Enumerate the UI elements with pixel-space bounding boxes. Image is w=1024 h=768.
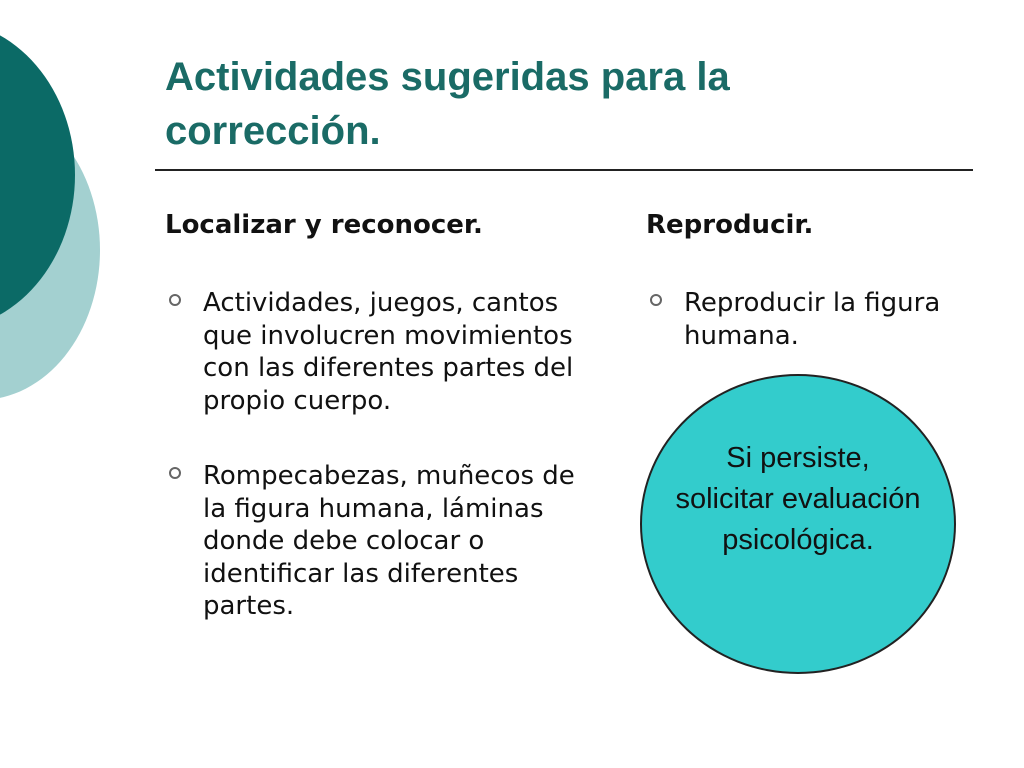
slide-title: Actividades sugeridas para la corrección. — [165, 55, 730, 153]
callout-text: Si persiste, solicitar evaluación psicológica. — [675, 441, 921, 556]
bullet-icon — [650, 287, 666, 315]
list-item-text: Actividades, juegos, cantos que involucren movimientos con las diferentes partes del propio cuerpo. — [203, 288, 574, 416]
bullet-icon — [169, 287, 185, 315]
bullet-icon — [169, 460, 185, 488]
list-item-text: Rompecabezas, muñecos de la figura humana, láminas donde debe colocar o identificar las diferentes partes. — [203, 461, 575, 621]
title-divider — [155, 169, 973, 171]
list-item-text: Reproducir la figura humana. — [684, 288, 941, 351]
left-column-heading: Localizar y reconocer. — [165, 210, 483, 240]
list-item — [646, 287, 946, 352]
right-column-heading: Reproducir. — [646, 210, 814, 240]
list-item — [165, 287, 595, 417]
callout-circle — [640, 374, 956, 674]
list-item — [165, 460, 595, 623]
left-column-list — [165, 287, 595, 666]
